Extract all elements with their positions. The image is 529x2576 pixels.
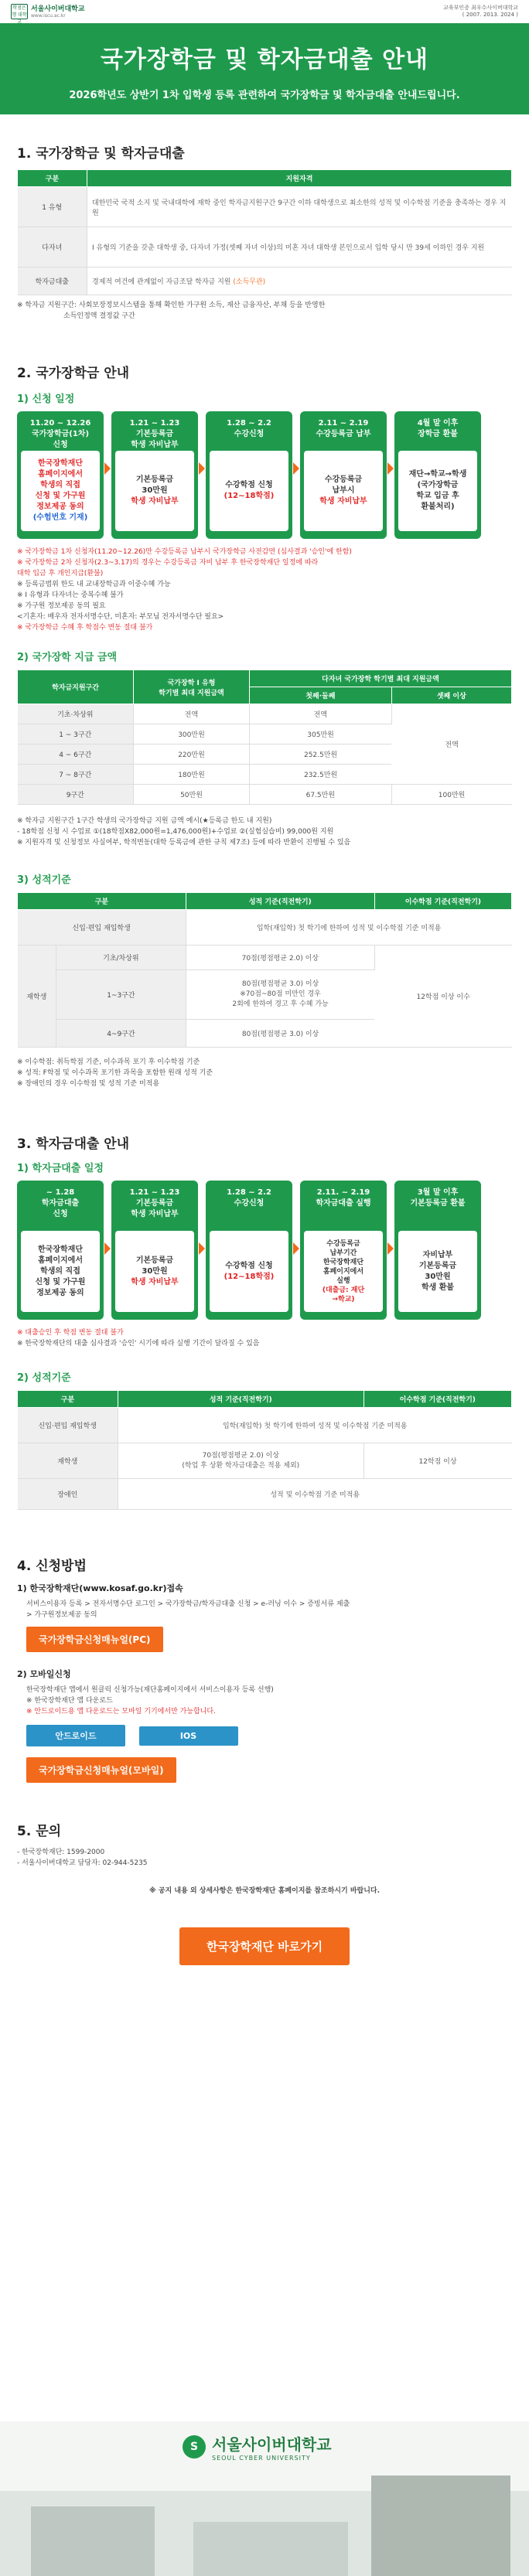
step-body-note: (대출금: 재단 →학교) <box>322 1286 365 1303</box>
step-body-note: (수험번호 기재) <box>32 513 88 522</box>
table-cell: 80점(평점평균 3.0) 이상 ※70점~80점 미만인 경우 2회에 한하여 경고 후 수혜 가능 <box>186 970 374 1020</box>
step-body-note: (12~18학점) <box>224 1272 275 1281</box>
table-cell: I 유형의 기준을 갖춘 대학생 중, 다자녀 가정(셋째 자녀 이상)의 미혼 자녀 대학생 본인으로서 입학 당시 만 39세 이하인 경우 지원 <box>87 227 512 267</box>
table-cell: 1 ~ 3구간 <box>18 724 134 745</box>
table-row <box>18 1408 512 1443</box>
table-row <box>18 227 512 267</box>
table-cell: 80점(평점평균 3.0) 이상 <box>186 1020 374 1048</box>
grade-notes <box>17 1057 512 1089</box>
note-line: 한국장학재단 앱에서 원클릭 신청가능(재단홈페이지에서 서비스이용자 등록 선행) <box>26 1686 274 1694</box>
loan-desc: 경제적 여건에 관계없이 자금조달 학자금 지원 <box>92 278 234 286</box>
amount-notes <box>17 816 512 848</box>
loan-notes <box>17 1327 512 1349</box>
table-cell: 12학점 이상 <box>363 1443 511 1479</box>
table-header: 첫째·둘째 <box>250 687 392 704</box>
building-block <box>193 2522 348 2576</box>
note-line: <기혼자: 배우자 전자서명수단, 미혼자: 부모님 전자서명수단 필요> <box>17 613 224 621</box>
footer <box>0 2421 529 2576</box>
section-2-title: 2. 국가장학금 안내 <box>17 366 130 381</box>
table-cell: 50만원 <box>134 785 250 805</box>
step-body <box>115 451 194 531</box>
ios-download-button[interactable]: IOS <box>139 1726 238 1746</box>
table-cell: 기초/차상위 <box>56 946 186 970</box>
footer-subname: SEOUL CYBER UNIVERSITY <box>212 2455 311 2462</box>
table-header: 성적 기준(직전학기) <box>118 1391 364 1408</box>
table-cell: 70점(평점평균 2.0) 이상 <box>186 946 374 970</box>
note-line: ※ 학자금 지원구간 1구간 학생의 국가장학금 지원 금액 예시(★등록금 한도 내 지원) <box>17 817 272 825</box>
android-download-button[interactable]: 안드로이드 <box>26 1725 125 1746</box>
table-header: 구분 <box>18 893 186 910</box>
table-cell: 전액 <box>391 704 511 785</box>
mobile-manual-button[interactable]: 국가장학금신청매뉴얼(모바일) <box>26 1757 176 1783</box>
table-cell: 4~9구간 <box>56 1020 186 1048</box>
step-card <box>17 1181 104 1320</box>
scholarship-steps <box>17 411 512 539</box>
note-line: > 가구원정보제공 동의 <box>26 1611 97 1619</box>
note-line: ※ 국가장학금 수혜 후 학점수 변동 절대 불가 <box>17 624 153 632</box>
loan-grade-table <box>17 1390 512 1510</box>
step-body <box>21 1231 100 1312</box>
schedule-notes <box>17 547 512 633</box>
section-1-note <box>17 300 512 322</box>
footer-name: 서울사이버대학교 <box>212 2435 332 2454</box>
loan-desc-highlight: (소득무관) <box>233 278 266 286</box>
contact-line: - 한국장학재단: 1599-2000 <box>17 1849 105 1856</box>
step-head: 1.21 ~ 1.23 기본등록금 학생 자비납부 <box>129 419 180 449</box>
table-cell: 180만원 <box>134 765 250 785</box>
table-header: 이수학점 기준(직전학기) <box>374 893 511 910</box>
table-header: 셋째 이상 <box>391 687 511 704</box>
loan-steps <box>17 1181 512 1320</box>
contact-info <box>17 1847 512 1869</box>
table-cell: 220만원 <box>134 745 250 765</box>
arrow-icon <box>104 462 111 475</box>
table-cell: 232.5만원 <box>250 765 392 785</box>
table-cell: 100만원 <box>391 785 511 805</box>
mobile-method-desc <box>17 1685 512 1717</box>
table-cell: 입학(재입학) 첫 학기에 한하여 성적 및 이수학점 기준 미적용 <box>118 1408 512 1443</box>
footer-logo[interactable] <box>183 2432 332 2462</box>
table-header: 이수학점 기준(직전학기) <box>363 1391 511 1408</box>
note-line: - 18학점 신청 시 수업료 ①(18학점X82,000원=1,476,000원)+수업료 ②(실험실습비) 99,000원 지원 <box>17 828 334 836</box>
pc-method-title: 1) 한국장학재단(www.kosaf.go.kr)접속 <box>17 1583 183 1593</box>
table-row <box>18 187 512 227</box>
section-1-title: 1. 국가장학금 및 학자금대출 <box>17 146 185 162</box>
accreditation-line-1: 교육부인증 최우수사이버대학교 <box>443 5 518 11</box>
table-header: 성적 기준(직전학기) <box>186 893 374 910</box>
hero-title: 국가장학금 및 학자금대출 안내 <box>100 46 429 73</box>
grade-table <box>17 892 512 1048</box>
step-body-text: 수강등록금 납부시 <box>324 475 363 495</box>
step-head: 2.11. ~ 2.19 학자금대출 실행 <box>316 1188 371 1208</box>
note-line: ※ 국가장학금 1차 신청자(11.20~12.26)만 수강등록금 납부시 국가장학금 사전감면 (심사결과 '승인'에 한함) <box>17 548 352 556</box>
step-head: 4월 말 이후 장학금 환불 <box>417 419 459 438</box>
hero-banner <box>0 23 529 114</box>
arrow-icon <box>199 1242 205 1255</box>
section-4-title: 4. 신청방법 <box>17 1559 87 1574</box>
table-cell: 장애인 <box>18 1479 118 1510</box>
note-line: ※ 성적: F학점 및 이수과목 포기한 과목을 포함한 원래 성적 기준 <box>17 1069 213 1077</box>
step-body-note: 학생 자비납부 <box>319 497 367 506</box>
table-header: 지원자격 <box>87 170 512 187</box>
table-row <box>18 1479 512 1510</box>
building-block <box>31 2506 155 2576</box>
pc-manual-button[interactable]: 국가장학금신청매뉴얼(PC) <box>26 1627 163 1652</box>
step-body <box>21 451 100 531</box>
table-cell: 12학점 이상 이수 <box>374 946 511 1048</box>
step-body <box>304 451 383 531</box>
step-head: 1.21 ~ 1.23 기본등록금 학생 자비납부 <box>129 1188 180 1218</box>
step-card <box>300 1181 387 1320</box>
mobile-method-title: 2) 모바일신청 <box>17 1669 71 1679</box>
table-cell: 성적 및 이수학점 기준 미적용 <box>118 1479 512 1510</box>
table-row <box>18 1443 512 1479</box>
note-line: 서비스이용자 등록 > 전자서명수단 로그인 > 국가장학금/학자금대출 신청 > e-러닝 이수 > 증빙서류 제출 <box>26 1600 350 1608</box>
table-cell: 재학생 <box>18 1443 118 1479</box>
detail-notice: ※ 공지 내용 외 상세사항은 한국장학재단 홈페이지를 참조하시기 바랍니다. <box>148 1887 381 1895</box>
table-cell: 전액 <box>134 704 250 724</box>
arrow-icon <box>293 462 299 475</box>
amount-table <box>17 670 512 805</box>
arrow-icon <box>293 1242 299 1255</box>
step-card <box>17 411 104 539</box>
step-body-text: 한국장학재단 홈페이지에서 학생의 직접 신청 및 가구원 정보제공 동의 <box>35 459 86 511</box>
table-cell: 신입·편입 재입학생 <box>18 910 186 946</box>
table-cell: 1~3구간 <box>56 970 186 1020</box>
note-line: ※ 장애인의 경우 이수학점 및 성적 기준 미적용 <box>17 1080 160 1088</box>
section-5-title: 5. 문의 <box>17 1824 62 1839</box>
step-body-note: 학생 자비납부 <box>131 1277 179 1286</box>
step-card <box>394 411 481 539</box>
table-cell: 4 ~ 6구간 <box>18 745 134 765</box>
step-body-text: 재단→학교→학생 (국가장학금 학교 입금 후 환불처리) <box>408 470 467 511</box>
table-cell: 9구간 <box>18 785 134 805</box>
table-cell: 기초·차상위 <box>18 704 134 724</box>
step-body-text: 자비납부 기본등록금 30만원 학생 환불 <box>418 1250 457 1292</box>
table-cell: 재학생 <box>18 946 56 1048</box>
step-head: 1.28 ~ 2.2 수강신청 <box>227 419 271 438</box>
loan-grade-title: 2) 성적기준 <box>17 1372 71 1384</box>
step-card <box>111 411 198 539</box>
table-cell: 1 유형 <box>18 187 87 227</box>
note-line: 소득인정액 결정값 구간 <box>63 312 135 320</box>
note-line: 대학 입금 후 개인지급(환불) <box>17 570 104 578</box>
note-line: ※ 국가장학금 2차 신청자(2.3~3.17)의 경우는 수강등록금 자비 납부 후 한국장학재단 일정에 따라 <box>17 559 319 567</box>
table-header: 구분 <box>18 170 87 187</box>
step-body-text: 한국장학재단 홈페이지에서 학생의 직접 신청 및 가구원 정보제공 동의 <box>35 1245 86 1297</box>
step-head: 11.20 ~ 12.26 국가장학금(1차) 신청 <box>29 419 91 449</box>
table-row <box>18 946 512 970</box>
logo-name: 서울사이버대학교 <box>31 5 85 13</box>
step-body <box>210 451 288 531</box>
step-head: 2.11 ~ 2.19 수강등록금 납부 <box>316 419 371 438</box>
table-header: 학자금지원구간 <box>18 670 134 704</box>
step-card <box>394 1181 481 1320</box>
top-bar <box>0 0 529 23</box>
step-head: 1.28 ~ 2.2 수강신청 <box>227 1188 271 1208</box>
table-header: 다자녀 국가장학 학기별 최대 지원금액 <box>250 670 512 687</box>
step-body <box>398 1231 477 1312</box>
logo-url: www.iscu.ac.kr <box>31 12 66 19</box>
accreditation <box>443 5 518 19</box>
table-cell: 신입·편입 재입학생 <box>18 1408 118 1443</box>
table-cell: 입학(재입학) 첫 학기에 한하여 성적 및 이수학점 기준 미적용 <box>186 910 511 946</box>
table-cell <box>87 267 512 295</box>
note-line: ※ 안드로이드용 앱 다운로드는 모바일 기기에서만 가능합니다. <box>26 1708 216 1716</box>
table-cell: 70점(평점평균 2.0) 이상 (학업 후 상환 학자금대출은 적용 제외) <box>118 1443 364 1479</box>
note-line: ※ 지원자격 및 신청정보 사실여부, 학적변동(대학 등록금에 관한 규칙 제7조) 등에 따라 반환이 진행될 수 있음 <box>17 839 351 847</box>
table-cell: 다자녀 <box>18 227 87 267</box>
step-body <box>210 1231 288 1312</box>
amount-title: 2) 국가장학 지급 금액 <box>17 652 118 663</box>
table-cell: 305만원 <box>250 724 392 745</box>
note-line: ※ 등록금범위 한도 내 교내장학금과 이중수혜 가능 <box>17 581 171 588</box>
note-line: ※ 한국장학재단의 대출 심사결과 '승인' 시기에 따라 실행 기간이 달라질 수 있음 <box>17 1340 260 1348</box>
section-3-title: 3. 학자금대출 안내 <box>17 1136 130 1152</box>
arrow-icon <box>104 1242 111 1255</box>
table-cell: 7 ~ 8구간 <box>18 765 134 785</box>
crest-icon: S <box>183 2435 206 2458</box>
note-line: ※ 대출승인 후 학점 변동 절대 불가 <box>17 1329 124 1337</box>
table-cell: 학자금대출 <box>18 267 87 295</box>
step-body <box>398 451 477 531</box>
table-row <box>18 267 512 295</box>
step-body <box>115 1231 194 1312</box>
arrow-icon <box>199 462 205 475</box>
table-cell: 67.5만원 <box>250 785 392 805</box>
pc-method-desc <box>17 1599 512 1620</box>
accreditation-line-2: ( 2007. 2013. 2024 ) <box>462 12 518 18</box>
main-content <box>0 142 529 1965</box>
step-card <box>111 1181 198 1320</box>
note-line: ※ 가구원 정보제공 동의 필요 <box>17 602 106 610</box>
kosaf-link-button[interactable]: 한국장학재단 바로가기 <box>179 1927 350 1965</box>
hero-subtitle: 2026학년도 상반기 1차 입학생 등록 관련하여 국가장학금 및 학자금대출 안내드립니다. <box>69 90 460 101</box>
building-block <box>371 2475 510 2576</box>
schedule-title: 1) 신청 일정 <box>17 394 75 405</box>
logo-badge: 학점은행 대학교 <box>12 5 27 25</box>
table-row <box>18 785 512 805</box>
step-body-text: 수강학점 신청 <box>225 481 273 489</box>
table-cell: 300만원 <box>134 724 250 745</box>
contact-line: - 서울사이버대학교 담당자: 02-944-5235 <box>17 1859 148 1867</box>
arrow-icon <box>387 1242 394 1255</box>
loan-schedule-title: 1) 학자금대출 일정 <box>17 1163 104 1174</box>
table-header: 국가장학 I 유형 학기별 최대 지원금액 <box>134 670 250 704</box>
step-body-text: 수강학점 신청 <box>225 1261 273 1270</box>
step-body-note: 학생 자비납부 <box>131 497 179 506</box>
step-body-text: 기본등록금 30만원 <box>135 475 174 495</box>
table-cell: 대한민국 국적 소지 및 국내대학에 재학 중인 학자금지원구간 9구간 이하 대학생으로 최소한의 성적 및 이수학점 기준을 충족하는 경우 지원 <box>87 187 512 227</box>
note-line: ※ 이수학점: 취득학점 기준, 이수과목 포기 후 이수학점 기준 <box>17 1058 200 1066</box>
table-cell: 전액 <box>250 704 392 724</box>
step-head: 3월 말 이후 기본등록금 환불 <box>410 1188 466 1208</box>
note-line: ※ 학자금 지원구간: 사회보장정보시스템을 통해 확인한 가구원 소득, 재산 금융자산, 부채 등을 반영한 <box>17 302 326 309</box>
step-body-text: 기본등록금 30만원 <box>135 1256 174 1276</box>
arrow-icon <box>387 462 394 475</box>
grade-title: 3) 성적기준 <box>17 874 71 886</box>
note-line: ※ I 유형과 다자녀는 중복수혜 불가 <box>17 591 124 599</box>
table-row <box>18 910 512 946</box>
step-card <box>206 411 292 539</box>
step-body-note: (12~18학점) <box>224 492 275 500</box>
step-body-text: 수강등록금 납부기간 한국장학재단 홈페이지에서 실행 <box>323 1239 364 1285</box>
step-head: ~ 1.28 학자금대출 신청 <box>41 1188 80 1218</box>
table-header: 구분 <box>18 1391 118 1408</box>
step-card <box>300 411 387 539</box>
step-card <box>206 1181 292 1320</box>
table-cell: 252.5만원 <box>250 745 392 765</box>
note-line: ※ 한국장학재단 앱 다운로드 <box>26 1697 113 1705</box>
step-body <box>304 1231 383 1312</box>
header-logo[interactable] <box>11 4 85 25</box>
table-row <box>18 704 512 724</box>
eligibility-table <box>17 169 512 295</box>
